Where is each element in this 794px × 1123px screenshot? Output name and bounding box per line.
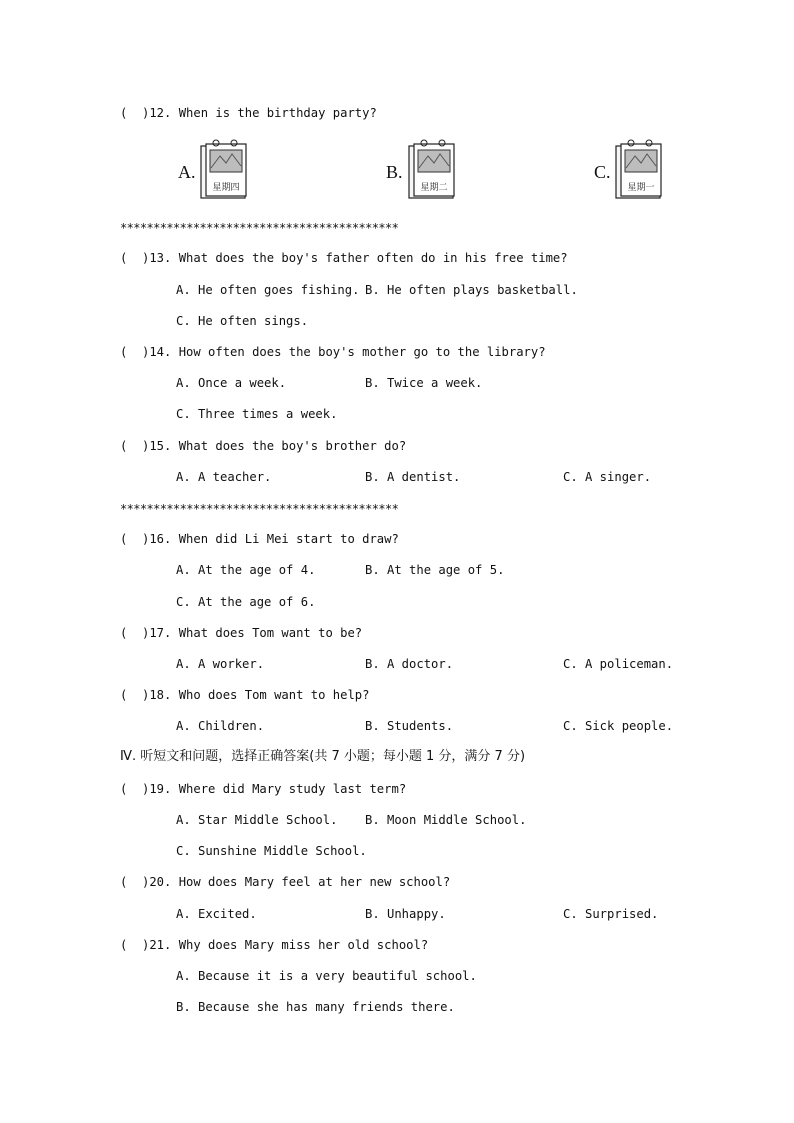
q16-option-a: A. At the age of 4. <box>176 563 316 577</box>
question-15: ( )15. What does the boy's brother do? <box>120 439 407 453</box>
question-14: ( )14. How often does the boy's mother go to the library? <box>120 345 546 359</box>
separator-1: ****************************************** <box>120 221 399 235</box>
q17-option-b: B. A doctor. <box>365 657 454 671</box>
q13-option-a: A. He often goes fishing. <box>176 283 360 297</box>
q21-option-a: A. Because it is a very beautiful school. <box>176 969 477 983</box>
calendar-a-icon <box>198 138 250 202</box>
option-a-label: A. <box>178 162 196 182</box>
q18-option-a: A. Children. <box>176 719 265 733</box>
q21-option-b: B. Because she has many friends there. <box>176 1000 455 1014</box>
q20-option-a: A. Excited. <box>176 907 257 921</box>
q17-option-a: A. A worker. <box>176 657 265 671</box>
q18-option-b: B. Students. <box>365 719 454 733</box>
question-21: ( )21. Why does Mary miss her old school? <box>120 938 429 952</box>
q19-option-c: C. Sunshine Middle School. <box>176 844 367 858</box>
q15-option-a: A. A teacher. <box>176 470 272 484</box>
q13-option-c: C. He often sings. <box>176 314 309 328</box>
q20-option-c: C. Surprised. <box>563 907 659 921</box>
calendar-a-text: 星期四 <box>212 183 240 193</box>
q16-option-c: C. At the age of 6. <box>176 595 316 609</box>
calendar-c-icon <box>613 138 665 202</box>
q19-option-b: B. Moon Middle School. <box>365 813 527 827</box>
q13-option-b: B. He often plays basketball. <box>365 283 578 297</box>
question-16: ( )16. When did Li Mei start to draw? <box>120 532 399 546</box>
q16-option-b: B. At the age of 5. <box>365 563 505 577</box>
q15-option-c: C. A singer. <box>563 470 652 484</box>
question-12: ( )12. When is the birthday party? <box>120 106 377 120</box>
q18-option-c: C. Sick people. <box>563 719 674 733</box>
q14-option-c: C. Three times a week. <box>176 407 338 421</box>
q19-option-a: A. Star Middle School. <box>176 813 338 827</box>
calendar-c-text: 星期一 <box>627 183 655 193</box>
q15-option-b: B. A dentist. <box>365 470 461 484</box>
question-18: ( )18. Who does Tom want to help? <box>120 688 370 702</box>
question-13: ( )13. What does the boy's father often do in his free time? <box>120 251 568 265</box>
q14-option-a: A. Once a week. <box>176 376 287 390</box>
q20-option-b: B. Unhappy. <box>365 907 446 921</box>
question-20: ( )20. How does Mary feel at her new school? <box>120 875 451 889</box>
option-b-label: B. <box>386 162 403 182</box>
separator-2: ****************************************** <box>120 502 399 516</box>
calendar-b-text: 星期二 <box>420 183 448 193</box>
question-17: ( )17. What does Tom want to be? <box>120 626 363 640</box>
option-c-label: C. <box>594 162 611 182</box>
section-4-title: Ⅳ. 听短文和问题，选择正确答案(共 7 小题；每小题 1 分，满分 7 分) <box>120 749 526 764</box>
q17-option-c: C. A policeman. <box>563 657 674 671</box>
question-19: ( )19. Where did Mary study last term? <box>120 782 407 796</box>
q14-option-b: B. Twice a week. <box>365 376 483 390</box>
calendar-b-icon <box>406 138 458 202</box>
